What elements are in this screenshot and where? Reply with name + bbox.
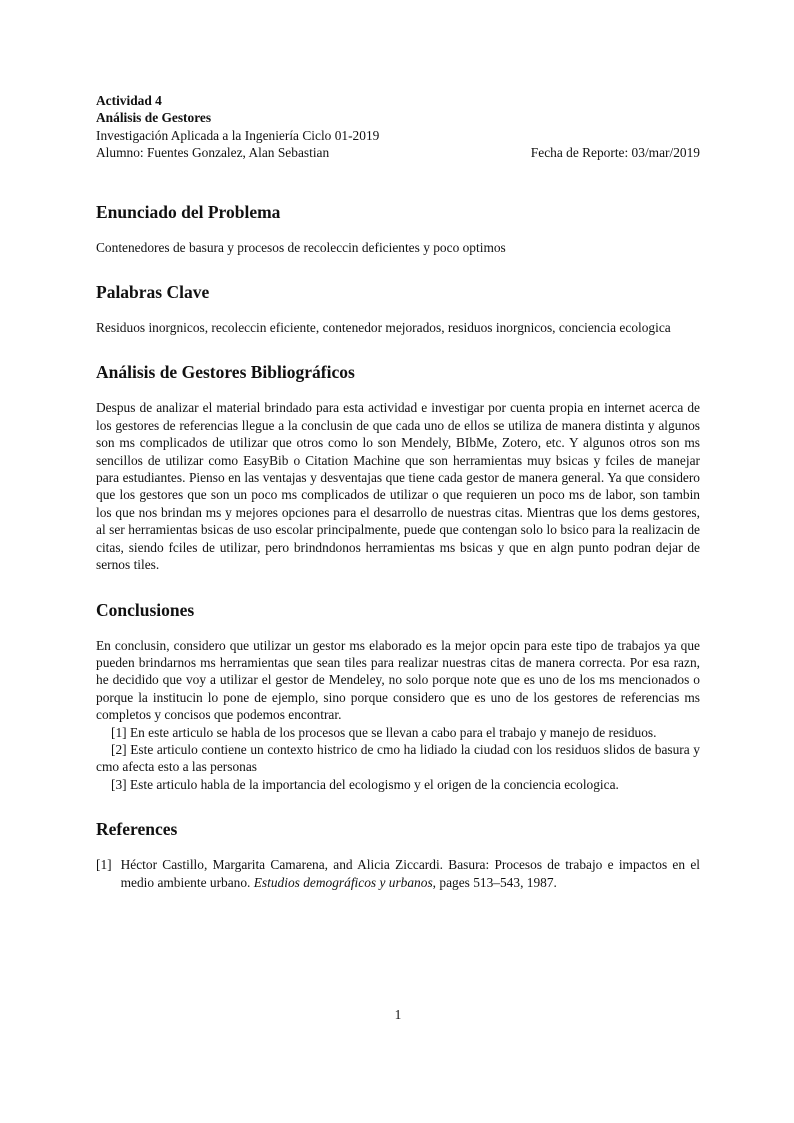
palabras-clave-text: Residuos inorgnicos, recoleccin eficiente, contenedor mejorados, residuos inorgnicos, conciencia ecologica (96, 320, 671, 336)
activity-title: Actividad 4 (96, 93, 162, 108)
reference-entry (96, 856, 700, 891)
analisis-text: Despus de analizar el material brindado para esta actividad e investigar por cuenta propia en internet acerca de los gestores de referencias llegue a la conclusin de que cada uno de ellos se utiliza de manera distinta y algunos son ms complicados de utilizar que otros como lo son Mendely, BIbMe, Zotero, etc. Y algunos otros son ms sencillos de utilizar como EasyBib o Citation Machine que son herramientas muy bsicas y fciles de manejar para estudiantes. Pienso en las ventajas y desventajas que tiene cada gestor de manera general. Ya que considero que los gestores que son un poco ms complicados de utilizar o que requieren un poco ms de labor, son tambin los que nos brindan ms y mejores opciones para el desarrollo de nuestras citas. Mientras que los dems gestores, al ser herramientas bsicas de uso escolar principalmente, puede que contengan solo lo bsico para la realizacin de citas, siendo fciles de utilizar, pero brindndonos herramientas ms bsicas y que en algn punto podran dejar de sernos tiles. (96, 400, 700, 573)
section-references (96, 819, 700, 891)
report-date: Fecha de Reporte: 03/mar/2019 (530, 145, 700, 161)
header-meta-row (96, 144, 700, 161)
section-title-enunciado: Enunciado del Problema (96, 201, 281, 222)
enunciado-text: Contenedores de basura y procesos de recoleccin deficientes y poco optimos (96, 239, 506, 255)
section-title-palabras-clave: Palabras Clave (96, 282, 210, 303)
conclusion-item-1: [1] En este articulo se habla de los procesos que se llevan a cabo para el trabajo y manejo de residuos. (111, 724, 657, 740)
section-title-references: References (96, 819, 178, 840)
page-number: 1 (394, 1007, 402, 1022)
section-palabras-clave (96, 282, 700, 336)
reference-authors: Héctor Castillo, Margarita Camarena, and Alicia Ziccardi. Basura: Procesos de trabajo e impactos en el medio ambiente urbano. (120, 857, 700, 890)
reference-text (121, 856, 700, 891)
reference-label: [1] (96, 857, 112, 873)
conclusion-item-3: [3] Este articulo habla de la importancia del ecologismo y el origen de la conciencia ecologica. (111, 776, 619, 792)
section-title-conclusiones: Conclusiones (96, 599, 195, 620)
section-conclusiones (96, 600, 700, 794)
section-title-analisis: Análisis de Gestores Bibliográficos (96, 362, 355, 383)
conclusiones-text: En conclusin, considero que utilizar un gestor ms elaborado es la mejor opcin para este tipo de trabajos ya que pueden brindarnos ms herramientas que sean tiles para realizar nuestras citas de manera correcta. Por esa razn, he decidido que voy a utilizar el gestor de Mendeley, no solo porque note que es uno de los ms mencionados o porque la institucin lo pone de ejemplo, sino porque considero que es uno de los gestores de referencias ms completos y concisos que podemos encontrar. (96, 637, 700, 723)
section-enunciado (96, 202, 700, 256)
section-analisis (96, 362, 700, 573)
student-name: Alumno: Fuentes Gonzalez, Alan Sebastian (96, 145, 330, 161)
conclusion-item-2: [2] Este articulo contiene un contexto histrico de cmo ha lidiado la ciudad con los residuos slidos de basura y cmo afecta esto a las personas (96, 741, 700, 775)
document-header (96, 92, 700, 162)
activity-subtitle: Análisis de Gestores (96, 110, 212, 126)
reference-journal: Estudios demográficos y urbanos (253, 874, 433, 890)
course-name: Investigación Aplicada a la Ingeniería Ciclo 01-2019 (96, 127, 380, 143)
reference-pages: , pages 513–543, 1987. (432, 874, 557, 890)
